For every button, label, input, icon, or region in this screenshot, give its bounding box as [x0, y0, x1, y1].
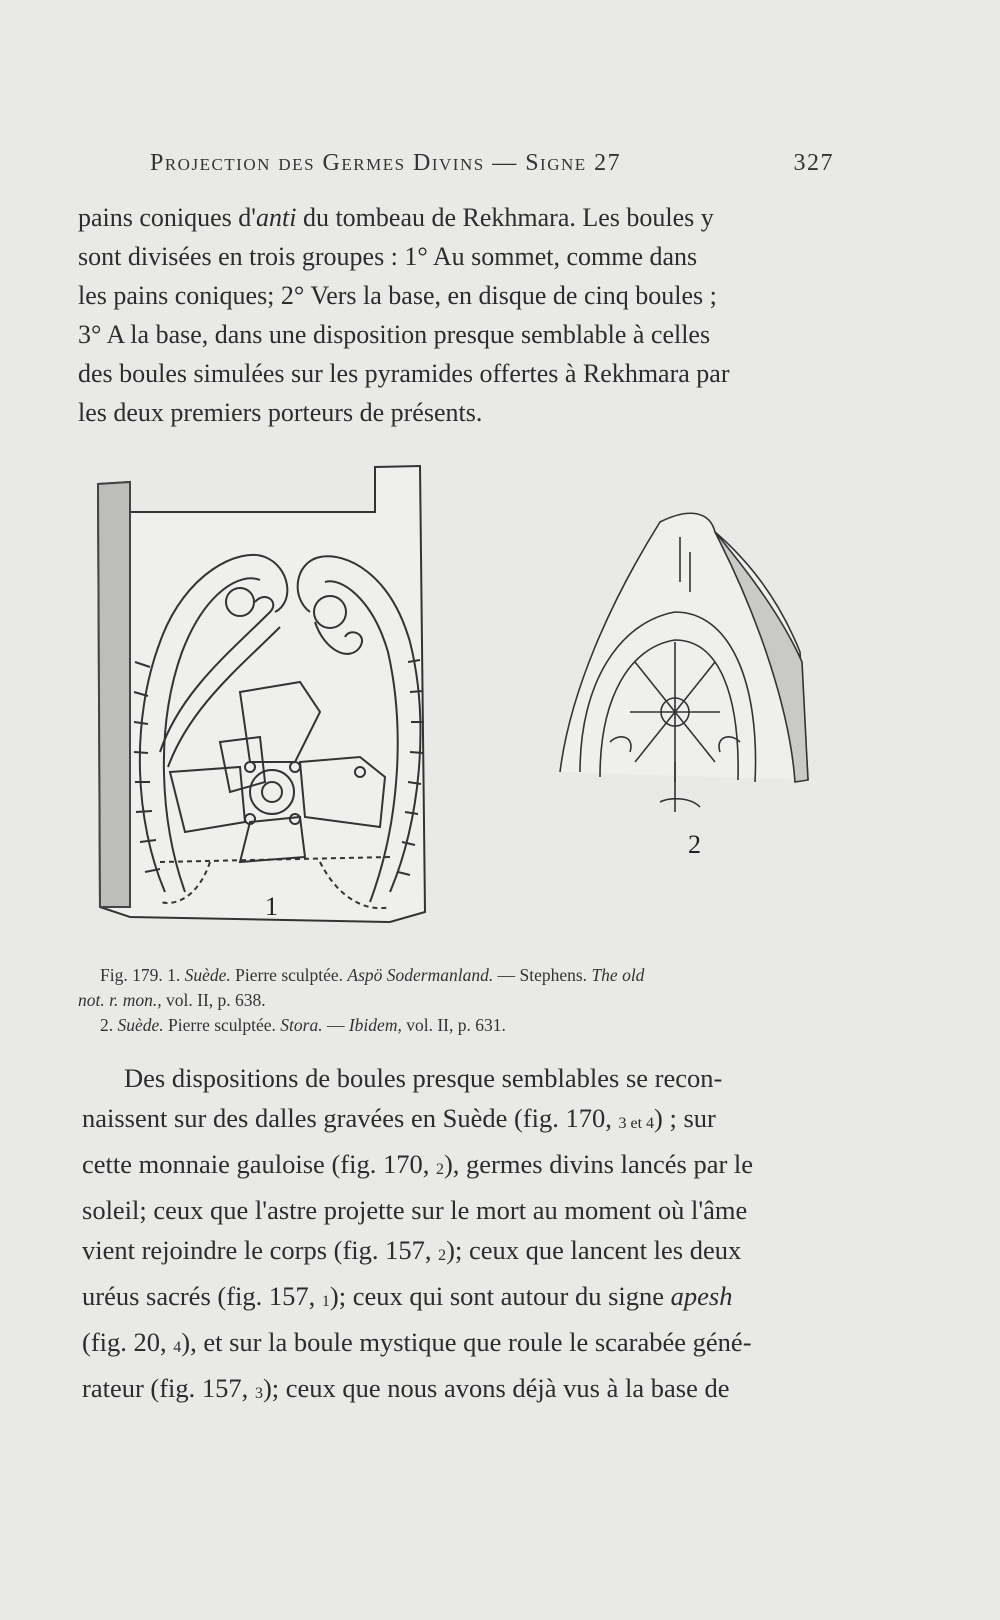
- figure-caption: [78, 963, 848, 1038]
- text-line: les pains coniques; 2° Vers la base, en disque de cinq boules ;: [78, 281, 717, 310]
- text-line: 3° A la base, dans une disposition presque semblable à celles: [78, 320, 711, 349]
- caption-line: not. r. mon., vol. II, p. 638.: [78, 990, 266, 1010]
- figure-179: [90, 462, 850, 962]
- figure-label-2: 2: [688, 830, 701, 859]
- text-line: sont divisées en trois groupes : 1° Au sommet, comme dans: [78, 242, 698, 271]
- text-line: vient rejoindre le corps (fig. 157, $_2$); ceux que lancent les deux: [82, 1235, 742, 1265]
- text-line: naissent sur des dalles gravées en Suède (fig. 170, $_{3 et 4}$) ; sur: [82, 1103, 716, 1133]
- caption-line: 2. Suède. Pierre sculptée. Stora. — Ibidem, vol. II, p. 631.: [100, 1015, 506, 1035]
- text-line: Des dispositions de boules presque semblables se recon-: [124, 1063, 723, 1093]
- text-line: uréus sacrés (fig. 157, $_1$); ceux qui sont autour du signe apesh: [82, 1281, 733, 1311]
- running-head: [150, 150, 834, 177]
- text-line: pains coniques d'anti du tombeau de Rekhmara. Les boules y: [78, 203, 714, 232]
- rune-stone-illustrations: [90, 462, 850, 962]
- figure-label-1: 1: [265, 892, 278, 921]
- rune-stone-1-drawing: [98, 466, 425, 922]
- running-head-title: Projection des Germes Divins — Signe 27: [150, 150, 622, 176]
- page-number: 327: [793, 150, 834, 176]
- text-line: soleil; ceux que l'astre projette sur le mort au moment où l'âme: [82, 1195, 748, 1225]
- text-line: les deux premiers porteurs de présents.: [78, 398, 483, 427]
- paragraph-1: [78, 198, 834, 432]
- text-line: (fig. 20, $_4$), et sur la boule mystique que roule le scarabée géné-: [82, 1327, 752, 1357]
- text-line: rateur (fig. 157, $_3$); ceux que nous avons déjà vus à la base de: [82, 1373, 730, 1403]
- text-line: cette monnaie gauloise (fig. 170, $_2$), germes divins lancés par le: [82, 1149, 754, 1179]
- paragraph-2: [82, 1058, 844, 1414]
- text-line: des boules simulées sur les pyramides offertes à Rekhmara par: [78, 359, 730, 388]
- caption-line: Fig. 179. 1. Suède. Pierre sculptée. Aspö Sodermanland. — Stephens. The old: [100, 965, 645, 985]
- rune-stone-2-drawing: [560, 513, 808, 812]
